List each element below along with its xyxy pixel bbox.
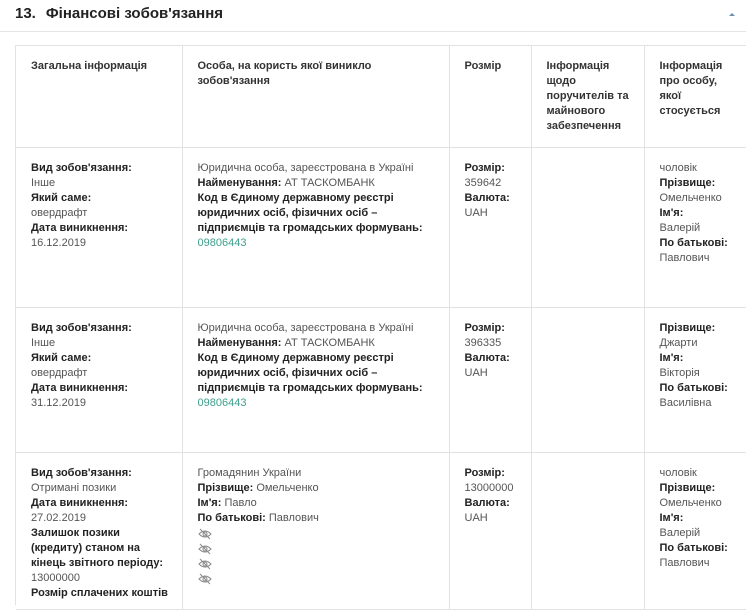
label: По батькові: xyxy=(659,236,728,249)
value: Павло xyxy=(224,496,257,509)
eye-slash-icon xyxy=(198,527,212,541)
cell-creditor xyxy=(182,147,449,307)
label: Вид зобов'язання: xyxy=(31,161,132,174)
value: 359642 xyxy=(464,176,502,189)
cell-general xyxy=(16,147,182,307)
value: 27.02.2019 xyxy=(31,511,87,524)
label: Дата виникнення: xyxy=(31,381,129,394)
label: Прізвище: xyxy=(659,321,716,334)
label: Ім'я: xyxy=(659,511,684,524)
table-row xyxy=(16,147,746,307)
label: Дата виникнення: xyxy=(31,221,129,234)
cell-amount xyxy=(449,452,531,609)
value: АТ ТАСКОМБАНК xyxy=(284,336,375,349)
cell-amount xyxy=(449,147,531,307)
cell-general xyxy=(16,452,182,609)
value: Павлович xyxy=(659,251,710,264)
value: Юридична особа, зареєстрована в Україні xyxy=(197,321,414,334)
table-row xyxy=(16,452,746,609)
label: Дата виникнення: xyxy=(31,496,129,509)
label: Валюта: xyxy=(464,496,510,509)
cell-amount xyxy=(449,307,531,452)
value: 16.12.2019 xyxy=(31,236,87,249)
label: Вид зобов'язання: xyxy=(31,466,132,479)
label: Прізвище: xyxy=(197,481,254,494)
value: Вікторія xyxy=(659,366,700,379)
value: Валерій xyxy=(659,526,701,539)
label: По батькові: xyxy=(659,541,728,554)
value: 13000000 xyxy=(464,481,514,494)
header-amount: Розмір xyxy=(449,46,531,147)
value: Інше xyxy=(31,176,56,189)
label: Ім'я: xyxy=(659,206,684,219)
cell-person xyxy=(644,307,746,452)
value: Інше xyxy=(31,336,56,349)
value: овердрафт xyxy=(31,206,88,219)
value: 31.12.2019 xyxy=(31,396,87,409)
edrpou-link[interactable]: 09806443 xyxy=(197,396,247,409)
label: Розмір: xyxy=(464,321,505,334)
header-person: Інформація про особу, якої стосується xyxy=(644,46,746,147)
label: Прізвище: xyxy=(659,176,716,189)
label: Валюта: xyxy=(464,191,510,204)
label: Розмір сплачених коштів xyxy=(31,586,168,599)
cell-guarantors xyxy=(531,452,644,609)
value: овердрафт xyxy=(31,366,88,379)
table-row xyxy=(16,307,746,452)
value: Павлович xyxy=(659,556,710,569)
cell-person xyxy=(644,147,746,307)
label: Код в Єдиному державному реєстрі юридичних осіб, фізичних осіб – підприємців та громадських формувань: xyxy=(197,191,423,234)
value: Василівна xyxy=(659,396,712,409)
obligations-table xyxy=(15,45,746,605)
label: Ім'я: xyxy=(197,496,222,509)
label: Валюта: xyxy=(464,351,510,364)
eye-slash-icon xyxy=(198,572,212,586)
chevron-up-icon[interactable] xyxy=(726,8,738,20)
table-header-row xyxy=(16,46,746,147)
label: Залишок позики (кредиту) станом на кінець звітного періоду: xyxy=(31,526,164,569)
label: Найменування: xyxy=(197,176,282,189)
section-number: 13. xyxy=(15,5,36,22)
header-guarantors: Інформація щодо поручителів та майнового забезпечення xyxy=(531,46,644,147)
value: 13000000 xyxy=(31,571,80,584)
edrpou-link[interactable]: 09806443 xyxy=(197,236,247,249)
value: UAH xyxy=(464,511,488,524)
label: По батькові: xyxy=(197,511,266,524)
label: Розмір: xyxy=(464,466,505,479)
value: Джарти xyxy=(659,336,698,349)
value: чоловік xyxy=(659,466,697,479)
label: Який саме: xyxy=(31,191,92,204)
value: Омельченко xyxy=(659,191,722,204)
cell-guarantors xyxy=(531,307,644,452)
value: Громадянин України xyxy=(197,466,302,479)
value: UAH xyxy=(464,366,488,379)
value: АТ ТАСКОМБАНК xyxy=(284,176,375,189)
value: Омельченко xyxy=(256,481,319,494)
label: Код в Єдиному державному реєстрі юридичних осіб, фізичних осіб – підприємців та громадських формувань: xyxy=(197,351,423,394)
value: 396335 xyxy=(464,336,502,349)
header-general: Загальна інформація xyxy=(16,46,182,147)
cell-general xyxy=(16,307,182,452)
label: Ім'я: xyxy=(659,351,684,364)
label: По батькові: xyxy=(659,381,728,394)
value: Юридична особа, зареєстрована в Україні xyxy=(197,161,414,174)
value: Отримані позики xyxy=(31,481,117,494)
label: Вид зобов'язання: xyxy=(31,321,132,334)
cell-guarantors xyxy=(531,147,644,307)
header-creditor: Особа, на користь якої виникло зобов'язання xyxy=(182,46,449,147)
eye-slash-icon xyxy=(198,542,212,556)
eye-slash-icon xyxy=(198,557,212,571)
value: Омельченко xyxy=(659,496,722,509)
cell-creditor xyxy=(182,452,449,609)
label: Розмір: xyxy=(464,161,505,174)
cell-person xyxy=(644,452,746,609)
value: чоловік xyxy=(659,161,697,174)
section-header xyxy=(0,0,746,32)
label: Найменування: xyxy=(197,336,282,349)
value: UAH xyxy=(464,206,488,219)
value: Павлович xyxy=(268,511,319,524)
label: Який саме: xyxy=(31,351,92,364)
section-title xyxy=(15,5,223,22)
section-title-text: Фінансові зобов'язання xyxy=(45,5,224,22)
cell-creditor xyxy=(182,307,449,452)
value: Валерій xyxy=(659,221,701,234)
label: Прізвище: xyxy=(659,481,716,494)
